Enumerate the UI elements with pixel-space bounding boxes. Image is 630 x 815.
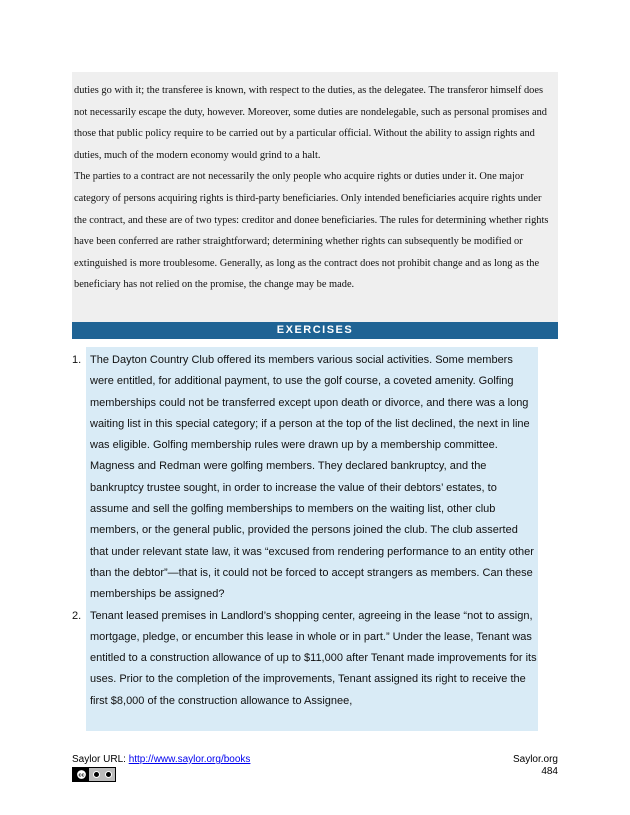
summary-paragraph-2: The parties to a contract are not necessarily the only people who acquire rights or duties under it. One major category of persons acquiring rights is third-party beneficiaries. Only intended beneficiaries acquire rights under the contract, and these are of two types: creditor and donee beneficiaries. The rules for determining whether rights have been conferred are rather straightforward; determining whether rights can subsequently be modified or extinguished is more troublesome. Generally, as long as the contract does not prohibit change and as long as the beneficiary has not relied on the promise, the change may be made. — [74, 171, 549, 291]
exercise-list — [72, 350, 538, 712]
cc-logo-icon — [73, 768, 89, 781]
footer-source — [72, 754, 250, 765]
summary-paragraph-1: duties go with it; the transferee is known, with respect to the duties, as the delegatee. The transferor himself does not necessarily escape the duty, however. Moreover, some duties are nondelegable, such as personal promises and those that public policy require to be carried out by a particular official. Without the ability to assign rights and duties, much of the modern economy would grind to a halt. — [74, 85, 547, 161]
exercise-number: 2. — [72, 609, 82, 622]
footer-url-label: Saylor URL: — [72, 754, 129, 765]
exercise-text: Tenant leased premises in Landlord’s shopping center, agreeing in the lease “not to assign, mortgage, pledge, or encumber this lease in whole or in part.” Under the lease, Tenant was entitled to a construction allowance of up to $11,000 after Tenant made improvements for its uses. Prior to the completion of the improvements, Tenant assigned its right to receive the first $8,000 of the construction allowance to Assignee, — [90, 609, 537, 707]
by-icon — [93, 771, 100, 778]
page-number: 484 — [541, 766, 558, 777]
footer-page-info — [513, 754, 558, 778]
exercise-text: The Dayton Country Club offered its members various social activities. Some members were entitled, for additional payment, to use the golf course, a coveted amenity. Golfing memberships could not be transferred except upon death or divorce, and there was a long waiting list in this special category; if a person at the top of the list declined, the next in line was eligible. Golfing membership rules were drawn up by a membership committee. Magness and Redman were golfing members. They declared bankruptcy, and the bankruptcy trustee sought, in order to increase the value of their debtors’ estates, to assume and sell the golfing memberships to members on the waiting list, other club members, or the general public, provided the persons joined the club. The club asserted that under relevant state law, it was “excused from rendering performance to an entity other than the debtor”—that is, it could not be forced to accept strangers as members. Can these memberships be assigned? — [90, 354, 534, 601]
svg-text:cc: cc — [77, 772, 85, 779]
exercise-item-1 — [72, 350, 538, 606]
exercises-heading: EXERCISES — [72, 322, 558, 339]
summary-text-box — [72, 72, 558, 322]
exercise-item-2 — [72, 606, 538, 712]
exercise-number: 1. — [72, 354, 82, 366]
cc-license-badge[interactable] — [72, 767, 116, 782]
footer-url-link[interactable]: http://www.saylor.org/books — [128, 754, 251, 765]
footer-site: Saylor.org — [512, 754, 558, 765]
sa-icon — [105, 771, 112, 778]
cc-attribution-icons — [89, 768, 115, 781]
